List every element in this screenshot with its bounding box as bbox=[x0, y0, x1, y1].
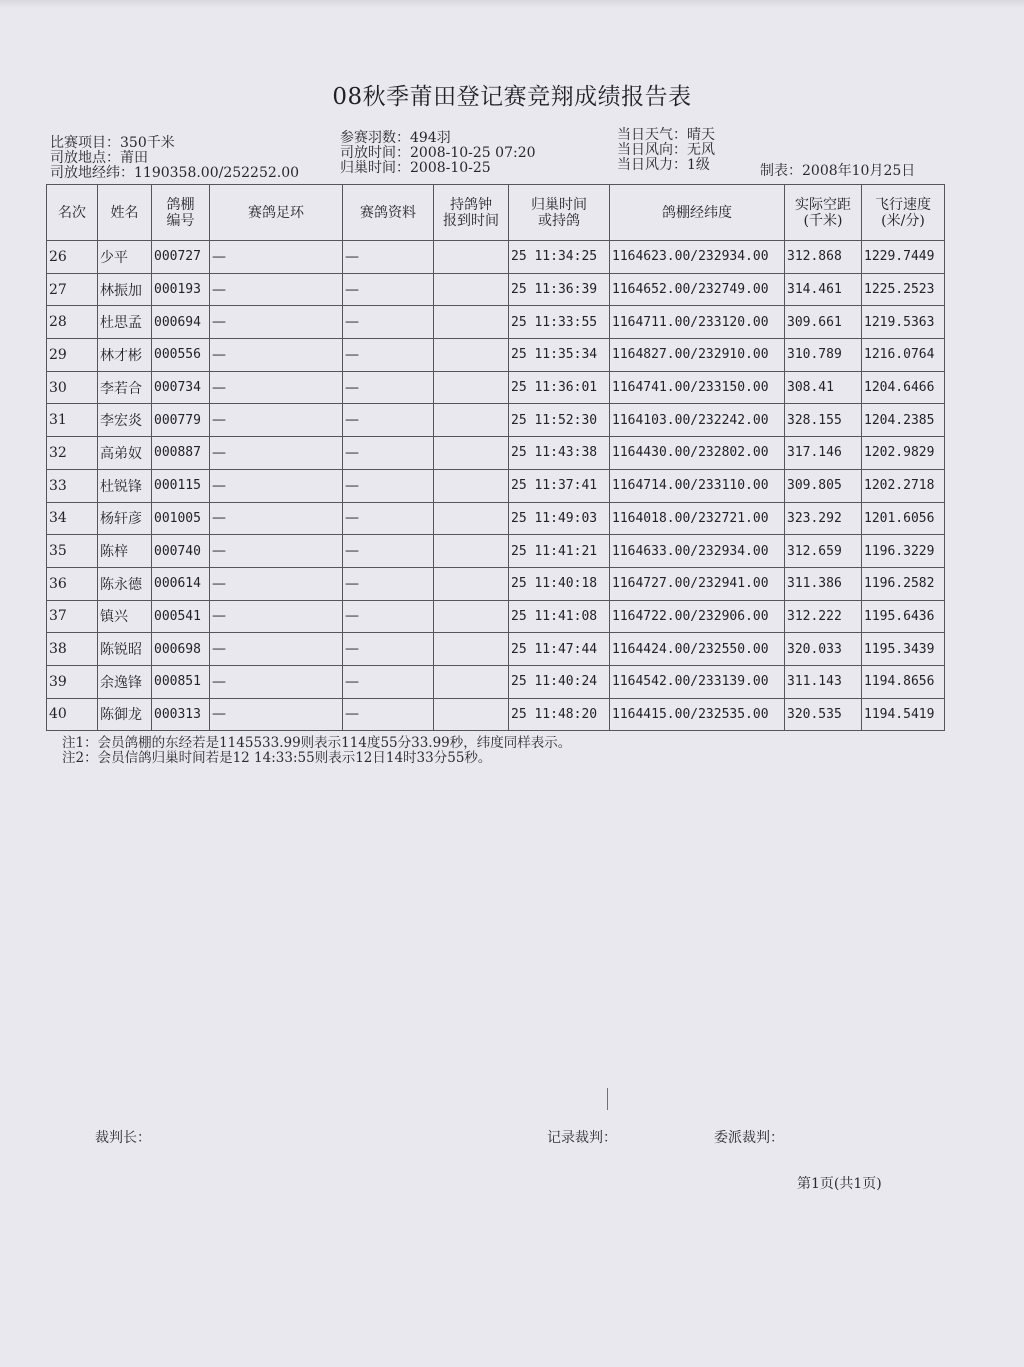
column-header: 名次 bbox=[47, 185, 98, 241]
table-row bbox=[47, 469, 945, 502]
table-cell: 陈锐昭 bbox=[98, 633, 152, 666]
table-cell: — bbox=[210, 600, 343, 633]
table-cell bbox=[434, 273, 509, 306]
table-cell bbox=[434, 371, 509, 404]
assigned-judge-signature: 委派裁判： bbox=[714, 1130, 784, 1146]
table-cell: — bbox=[210, 502, 343, 535]
table-cell bbox=[434, 339, 509, 372]
table-cell: — bbox=[343, 633, 434, 666]
table-cell: 李宏炎 bbox=[98, 404, 152, 437]
table-cell: 25 11:33:55 bbox=[509, 306, 610, 339]
column-header: 赛鸽足环 bbox=[210, 185, 343, 241]
table-cell: 308.41 bbox=[785, 371, 862, 404]
table-cell: 1164722.00/232906.00 bbox=[610, 600, 785, 633]
table-cell: 1164827.00/232910.00 bbox=[610, 339, 785, 372]
table-row bbox=[47, 437, 945, 470]
table-cell: 高弟奴 bbox=[98, 437, 152, 470]
table-cell: — bbox=[210, 241, 343, 274]
header-row bbox=[47, 185, 945, 241]
table-cell: 25 11:34:25 bbox=[509, 241, 610, 274]
table-cell: 1164623.00/232934.00 bbox=[610, 241, 785, 274]
table-row bbox=[47, 371, 945, 404]
table-cell: 1164542.00/233139.00 bbox=[610, 665, 785, 698]
table-cell: 33 bbox=[47, 469, 98, 502]
table-cell bbox=[434, 404, 509, 437]
table-cell: 1164424.00/232550.00 bbox=[610, 633, 785, 666]
table-cell: 312.222 bbox=[785, 600, 862, 633]
table-cell: 311.386 bbox=[785, 567, 862, 600]
table-cell: — bbox=[343, 273, 434, 306]
table-cell: 000734 bbox=[152, 371, 210, 404]
table-cell bbox=[434, 698, 509, 731]
table-cell: 27 bbox=[47, 273, 98, 306]
chief-judge-signature: 裁判长： bbox=[95, 1130, 151, 1146]
table-cell: 少平 bbox=[98, 241, 152, 274]
table-cell bbox=[434, 665, 509, 698]
table-cell: — bbox=[210, 339, 343, 372]
table-cell: — bbox=[343, 339, 434, 372]
table-cell: 1202.2718 bbox=[862, 469, 945, 502]
results-table bbox=[46, 184, 945, 731]
info-item: 当日风力：1级 bbox=[617, 157, 710, 173]
table-cell: 1196.3229 bbox=[862, 535, 945, 568]
table-cell: 35 bbox=[47, 535, 98, 568]
table-cell: 312.659 bbox=[785, 535, 862, 568]
table-cell: 1164103.00/232242.00 bbox=[610, 404, 785, 437]
table-cell bbox=[434, 633, 509, 666]
table-cell: 1196.2582 bbox=[862, 567, 945, 600]
table-row bbox=[47, 404, 945, 437]
table-cell: 1164741.00/233150.00 bbox=[610, 371, 785, 404]
table-cell: 000313 bbox=[152, 698, 210, 731]
report-title: 08秋季莆田登记赛竞翔成绩报告表 bbox=[332, 84, 692, 110]
table-row bbox=[47, 698, 945, 731]
table-cell: — bbox=[210, 567, 343, 600]
table-cell: 320.033 bbox=[785, 633, 862, 666]
table-cell: 陈梓 bbox=[98, 535, 152, 568]
table-cell: 000694 bbox=[152, 306, 210, 339]
table-row bbox=[47, 567, 945, 600]
table-row bbox=[47, 600, 945, 633]
table-cell: 1164714.00/233110.00 bbox=[610, 469, 785, 502]
table-cell: — bbox=[343, 535, 434, 568]
table-cell: 25 11:36:01 bbox=[509, 371, 610, 404]
table-cell: 38 bbox=[47, 633, 98, 666]
info-item: 司放时间：2008-10-25 07:20 bbox=[340, 145, 536, 161]
table-cell: — bbox=[210, 306, 343, 339]
table-cell: 000740 bbox=[152, 535, 210, 568]
table-cell: 1164652.00/232749.00 bbox=[610, 273, 785, 306]
table-cell bbox=[434, 600, 509, 633]
table-cell: 25 11:49:03 bbox=[509, 502, 610, 535]
info-left bbox=[50, 136, 299, 181]
column-header: 鸽棚 编号 bbox=[152, 185, 210, 241]
table-cell: 25 11:41:08 bbox=[509, 600, 610, 633]
column-header: 鸽棚经纬度 bbox=[610, 185, 785, 241]
table-cell: 000698 bbox=[152, 633, 210, 666]
table-cell: 000614 bbox=[152, 567, 210, 600]
column-header: 姓名 bbox=[98, 185, 152, 241]
table-cell: 杜锐锋 bbox=[98, 469, 152, 502]
table-cell: 1201.6056 bbox=[862, 502, 945, 535]
table-cell: 323.292 bbox=[785, 502, 862, 535]
table-cell: 1195.6436 bbox=[862, 600, 945, 633]
table-cell: 26 bbox=[47, 241, 98, 274]
info-item: 比赛项目：350千米 bbox=[50, 135, 175, 151]
info-item: 当日天气：晴天 bbox=[617, 127, 715, 143]
table-cell: — bbox=[210, 469, 343, 502]
table-cell: — bbox=[343, 306, 434, 339]
table-cell: 1194.8656 bbox=[862, 665, 945, 698]
table-cell: 林振加 bbox=[98, 273, 152, 306]
table-cell: 1204.2385 bbox=[862, 404, 945, 437]
table-cell: — bbox=[343, 665, 434, 698]
info-right bbox=[617, 128, 715, 173]
info-item: 归巢时间：2008-10-25 bbox=[340, 160, 491, 176]
table-cell: 1202.9829 bbox=[862, 437, 945, 470]
table-cell: — bbox=[343, 469, 434, 502]
table-cell: — bbox=[343, 241, 434, 274]
table-cell: 320.535 bbox=[785, 698, 862, 731]
table-cell: 1164711.00/233120.00 bbox=[610, 306, 785, 339]
note-2: 注2：会员信鸽归巢时间若是12 14:33:55则表示12日14时33分55秒。 bbox=[62, 750, 492, 766]
column-header: 归巢时间 或持鸽 bbox=[509, 185, 610, 241]
table-cell: 000727 bbox=[152, 241, 210, 274]
table-cell: 29 bbox=[47, 339, 98, 372]
notes bbox=[62, 736, 571, 766]
info-item: 参赛羽数：494羽 bbox=[340, 130, 451, 146]
table-row bbox=[47, 306, 945, 339]
table-cell: 314.461 bbox=[785, 273, 862, 306]
table-cell: — bbox=[210, 535, 343, 568]
table-row bbox=[47, 535, 945, 568]
table-cell: 28 bbox=[47, 306, 98, 339]
table-row bbox=[47, 339, 945, 372]
table-cell: 000115 bbox=[152, 469, 210, 502]
table-cell: 001005 bbox=[152, 502, 210, 535]
table-cell: 309.805 bbox=[785, 469, 862, 502]
table-cell: — bbox=[210, 273, 343, 306]
table-cell: 317.146 bbox=[785, 437, 862, 470]
table-row bbox=[47, 633, 945, 666]
table-cell: 1204.6466 bbox=[862, 371, 945, 404]
table-cell: 311.143 bbox=[785, 665, 862, 698]
table-cell bbox=[434, 437, 509, 470]
table-cell: 25 11:48:20 bbox=[509, 698, 610, 731]
note-1: 注1：会员鸽棚的东经若是1145533.99则表示114度55分33.99秒，纬度同样表示。 bbox=[62, 735, 572, 751]
table-cell: 陈永德 bbox=[98, 567, 152, 600]
table-cell: 25 11:40:18 bbox=[509, 567, 610, 600]
table-cell: 1164415.00/232535.00 bbox=[610, 698, 785, 731]
table-cell bbox=[434, 502, 509, 535]
table-cell: 000887 bbox=[152, 437, 210, 470]
recording-judge-signature: 记录裁判： bbox=[547, 1130, 617, 1146]
table-cell: 1164633.00/232934.00 bbox=[610, 535, 785, 568]
table-cell: 1164018.00/232721.00 bbox=[610, 502, 785, 535]
table-cell: — bbox=[343, 698, 434, 731]
info-item: 司放地点：莆田 bbox=[50, 150, 148, 166]
table-cell: 1216.0764 bbox=[862, 339, 945, 372]
scan-edge bbox=[0, 0, 1024, 8]
table-row bbox=[47, 273, 945, 306]
table-cell bbox=[434, 241, 509, 274]
info-item: 当日风向：无风 bbox=[617, 142, 715, 158]
table-cell: — bbox=[210, 371, 343, 404]
table-cell: 000779 bbox=[152, 404, 210, 437]
table-cell bbox=[434, 535, 509, 568]
table-cell: — bbox=[210, 404, 343, 437]
table-cell: 25 11:40:24 bbox=[509, 665, 610, 698]
column-header: 实际空距 (千米) bbox=[785, 185, 862, 241]
table-cell: 30 bbox=[47, 371, 98, 404]
table-cell: — bbox=[210, 633, 343, 666]
table-cell: 328.155 bbox=[785, 404, 862, 437]
table-cell: 1195.3439 bbox=[862, 633, 945, 666]
table-cell: 000556 bbox=[152, 339, 210, 372]
table-cell: — bbox=[210, 437, 343, 470]
table-cell: 40 bbox=[47, 698, 98, 731]
column-header: 赛鸽资料 bbox=[343, 185, 434, 241]
table-cell: 309.661 bbox=[785, 306, 862, 339]
table-cell: — bbox=[343, 371, 434, 404]
table-cell: 25 11:35:34 bbox=[509, 339, 610, 372]
table-cell: 1194.5419 bbox=[862, 698, 945, 731]
table-row bbox=[47, 241, 945, 274]
table-cell: 25 11:47:44 bbox=[509, 633, 610, 666]
column-header: 持鸽钟 报到时间 bbox=[434, 185, 509, 241]
table-cell: 000193 bbox=[152, 273, 210, 306]
table-cell: 余逸锋 bbox=[98, 665, 152, 698]
table-cell bbox=[434, 306, 509, 339]
table-row bbox=[47, 665, 945, 698]
table-cell bbox=[434, 567, 509, 600]
table-cell: 1225.2523 bbox=[862, 273, 945, 306]
table-cell: 37 bbox=[47, 600, 98, 633]
table-cell: 1164430.00/232802.00 bbox=[610, 437, 785, 470]
info-item: 司放地经纬：1190358.00/252252.00 bbox=[50, 165, 300, 181]
table-cell: 25 11:36:39 bbox=[509, 273, 610, 306]
table-cell: — bbox=[343, 567, 434, 600]
page-number: 第1页(共1页) bbox=[797, 1176, 882, 1192]
made-by-date: 制表：2008年10月25日 bbox=[760, 163, 916, 179]
table-cell bbox=[434, 469, 509, 502]
table-cell: 林才彬 bbox=[98, 339, 152, 372]
table-cell: — bbox=[210, 698, 343, 731]
scan-mark bbox=[607, 1088, 608, 1110]
table-cell: 25 11:41:21 bbox=[509, 535, 610, 568]
table-cell: 312.868 bbox=[785, 241, 862, 274]
info-middle bbox=[340, 131, 536, 176]
table-cell: 杨轩彦 bbox=[98, 502, 152, 535]
table-cell: — bbox=[343, 437, 434, 470]
table-cell: 25 11:37:41 bbox=[509, 469, 610, 502]
table-cell: 李若合 bbox=[98, 371, 152, 404]
table-cell: 1164727.00/232941.00 bbox=[610, 567, 785, 600]
table-cell: 杜思孟 bbox=[98, 306, 152, 339]
table-cell: 000851 bbox=[152, 665, 210, 698]
table-cell: 1229.7449 bbox=[862, 241, 945, 274]
table-cell: — bbox=[210, 665, 343, 698]
table-cell: 32 bbox=[47, 437, 98, 470]
table-cell: 25 11:52:30 bbox=[509, 404, 610, 437]
table-cell: 25 11:43:38 bbox=[509, 437, 610, 470]
table-cell: 1219.5363 bbox=[862, 306, 945, 339]
table-cell: — bbox=[343, 404, 434, 437]
table-cell: 34 bbox=[47, 502, 98, 535]
table-cell: 36 bbox=[47, 567, 98, 600]
table-body bbox=[47, 241, 945, 731]
column-header: 飞行速度 (米/分) bbox=[862, 185, 945, 241]
table-cell: 31 bbox=[47, 404, 98, 437]
table-cell: — bbox=[343, 600, 434, 633]
table-cell: 310.789 bbox=[785, 339, 862, 372]
table-cell: 39 bbox=[47, 665, 98, 698]
table-cell: — bbox=[343, 502, 434, 535]
table-cell: 镇兴 bbox=[98, 600, 152, 633]
table-cell: 000541 bbox=[152, 600, 210, 633]
table-row bbox=[47, 502, 945, 535]
table-cell: 陈御龙 bbox=[98, 698, 152, 731]
